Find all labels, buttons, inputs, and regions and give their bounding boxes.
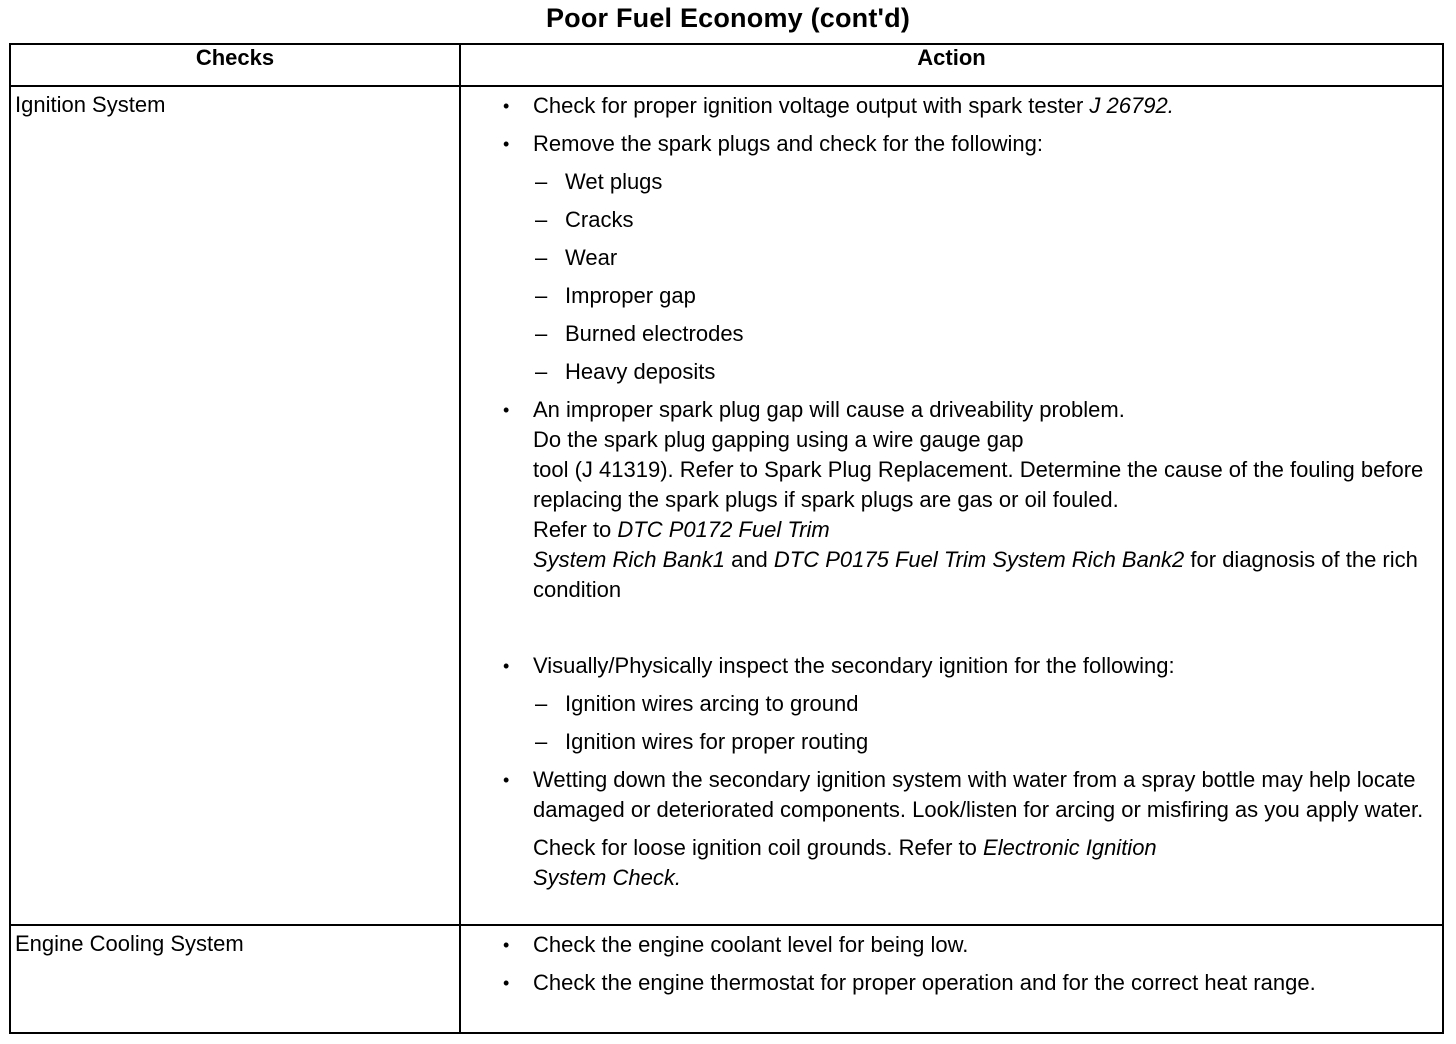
dash-glyph: –	[535, 283, 548, 308]
condition-text: Wet plugs	[565, 169, 663, 194]
electronic-ignition-reference: Electronic Ignition	[983, 835, 1157, 860]
dash-glyph: –	[535, 207, 548, 232]
check-ignition-system: Ignition System	[10, 86, 460, 925]
spacer	[533, 605, 1436, 643]
list-item	[533, 167, 1436, 197]
secondary-ignition-list	[533, 689, 1436, 757]
bullet-glyph: •	[503, 935, 510, 955]
dtc-p0172-reference: DTC P0172 Fuel Trim	[617, 517, 830, 542]
tool-reference: J 26792.	[1089, 93, 1174, 118]
list-item	[533, 727, 1436, 757]
list-item	[495, 651, 1436, 757]
ignition-action-list	[495, 91, 1436, 893]
condition-text: Wear	[565, 245, 618, 270]
action-ignition-system	[460, 86, 1443, 925]
action-text: Check the engine thermostat for proper operation and for the correct heat range.	[533, 970, 1316, 995]
list-item	[533, 357, 1436, 387]
page-title: Poor Fuel Economy (cont'd)	[545, 3, 911, 33]
coil-ground-reference-text	[533, 833, 1436, 893]
spark-plug-conditions-list	[533, 167, 1436, 387]
action-text: Check for proper ignition voltage output with spark tester	[533, 93, 1090, 118]
condition-text: Improper gap	[565, 283, 696, 308]
dtc-reference-text	[533, 515, 1436, 605]
list-item	[533, 205, 1436, 235]
dash-glyph: –	[535, 729, 548, 754]
checks-column-header: Checks	[10, 44, 460, 86]
action-text: Check the engine coolant level for being low.	[533, 932, 969, 957]
condition-text: Cracks	[565, 207, 634, 232]
condition-text: Ignition wires arcing to ground	[565, 691, 859, 716]
action-text: Remove the spark plugs and check for the following:	[533, 131, 1043, 156]
dash-glyph: –	[535, 359, 548, 384]
action-text: and	[724, 547, 774, 572]
action-text: Wetting down the secondary ignition system with water from a spray bottle may help locate damaged or deteriorated components. Look/listen for arcing or misfiring as you apply water.	[533, 767, 1424, 822]
list-item	[533, 319, 1436, 349]
dash-glyph: –	[535, 691, 548, 716]
condition-text: Heavy deposits	[565, 359, 716, 384]
list-item	[495, 91, 1436, 121]
list-item	[495, 765, 1436, 893]
electronic-ignition-reference-cont: System Check.	[533, 865, 681, 890]
list-item	[533, 281, 1436, 311]
bullet-glyph: •	[503, 134, 510, 154]
bullet-glyph: •	[503, 973, 510, 993]
condition-text: Burned electrodes	[565, 321, 744, 346]
bullet-glyph: •	[503, 656, 510, 676]
bullet-glyph: •	[503, 96, 510, 116]
action-text: tool (J 41319). Refer to Spark Plug Replacement. Determine the cause of the fouling before replacing the spark plugs if spark plugs are gas or oil fouled.	[533, 457, 1424, 512]
action-column-header: Action	[460, 44, 1443, 86]
bullet-glyph: •	[503, 400, 510, 420]
list-item	[495, 395, 1436, 643]
dtc-p0175-reference: DTC P0175 Fuel Trim System Rich Bank2	[773, 547, 1185, 572]
table-row-cooling	[10, 925, 1443, 1033]
action-text: Do the spark plug gapping using a wire gauge gap	[533, 427, 1024, 452]
action-engine-cooling-system	[460, 925, 1443, 1033]
condition-text: Ignition wires for proper routing	[565, 729, 869, 754]
list-item	[533, 243, 1436, 273]
list-item	[495, 129, 1436, 387]
list-item	[533, 689, 1436, 719]
table-header-row	[10, 44, 1443, 86]
dash-glyph: –	[535, 169, 548, 194]
action-text: Visually/Physically inspect the secondary ignition for the following:	[533, 653, 1175, 678]
dash-glyph: –	[535, 321, 548, 346]
dash-glyph: –	[535, 245, 548, 270]
action-text: Check for loose ignition coil grounds. Refer to	[533, 835, 984, 860]
list-item	[495, 968, 1436, 998]
list-item	[495, 930, 1436, 960]
dtc-p0172-reference-cont: System Rich Bank1	[533, 547, 725, 572]
action-text: Refer to	[533, 517, 618, 542]
action-text: for diagnosis of the rich condition	[533, 547, 1418, 602]
table-row-ignition	[10, 86, 1443, 925]
diagnosis-table	[9, 43, 1444, 1034]
bullet-glyph: •	[503, 770, 510, 790]
cooling-action-list	[495, 930, 1436, 998]
check-engine-cooling-system: Engine Cooling System	[10, 925, 460, 1033]
action-text: An improper spark plug gap will cause a driveability problem.	[533, 397, 1125, 422]
